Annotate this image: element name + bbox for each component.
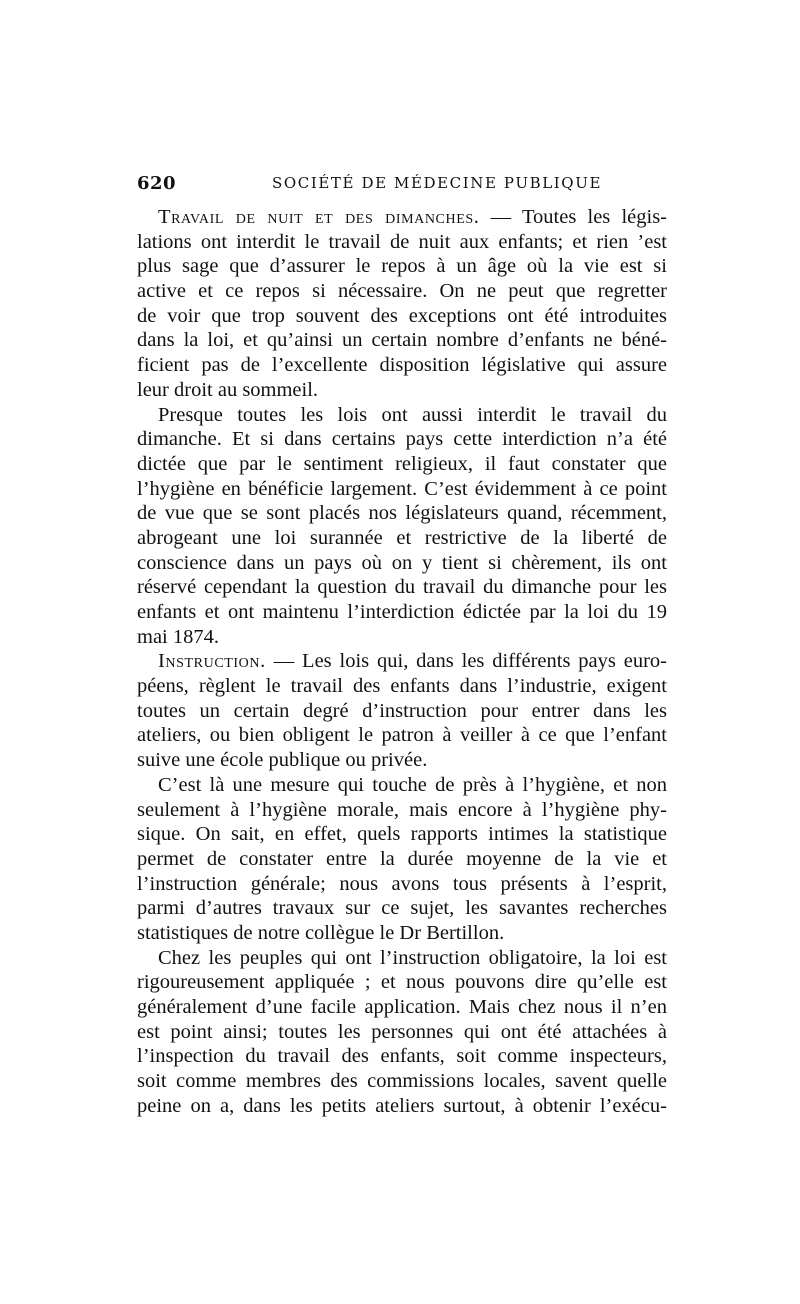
page-header bbox=[137, 173, 667, 199]
page-number: 620 bbox=[137, 173, 177, 194]
text-line: abrogeant une loi surannée et restrictive de la liberté de bbox=[137, 526, 667, 549]
text-line: soit comme membres des commissions locales, savent quelle bbox=[137, 1070, 667, 1093]
text-line: dimanche. Et si dans certains pays cette interdiction n’a été bbox=[137, 428, 667, 451]
text-line: parmi d’autres travaux sur ce sujet, les savantes recherches bbox=[137, 897, 667, 920]
text-line: l’inspection du travail des enfants, soit comme inspecteurs, bbox=[137, 1045, 667, 1068]
text-line: ficient pas de l’excellente disposition législative qui assure bbox=[137, 354, 667, 377]
text-line: dictée que par le sentiment religieux, il faut constater que bbox=[137, 452, 667, 475]
text-line: mai 1874. bbox=[137, 625, 219, 648]
text-line: de voir que trop souvent des exceptions ont été introduites bbox=[137, 304, 667, 327]
text-line: réservé cependant la question du travail du dimanche pour les bbox=[137, 576, 667, 599]
paragraph-night-and-sunday-work bbox=[137, 205, 667, 403]
text-line: suive une école publique ou privée. bbox=[137, 749, 428, 772]
text-line: permet de constater entre la durée moyenne de la vie et bbox=[137, 847, 667, 870]
paragraph-sunday-laws bbox=[137, 403, 667, 650]
paragraph-compulsory-education bbox=[137, 946, 667, 1119]
text-line: lations ont interdit le travail de nuit aux enfants; et rien ’est bbox=[137, 230, 667, 253]
text-line: statistiques de notre collègue le Dr Bertillon. bbox=[137, 921, 505, 944]
text-line: est point ainsi; toutes les personnes qui ont été attachées à bbox=[137, 1020, 667, 1043]
running-title: SOCIÉTÉ DE MÉDECINE PUBLIQUE bbox=[272, 174, 602, 192]
section-lead: Travail de nuit et des dimanches. bbox=[158, 206, 480, 228]
paragraph-instruction bbox=[137, 649, 667, 772]
text-line: dans la loi, et qu’ainsi un certain nombre d’enfants ne béné- bbox=[137, 329, 667, 352]
text-line: l’hygiène en bénéficie largement. C’est évidemment à ce point bbox=[137, 477, 667, 500]
text-line: enfants et ont maintenu l’interdiction édictée par la loi du 19 bbox=[137, 601, 667, 623]
page-body bbox=[137, 205, 667, 1118]
text-line: active et ce repos si nécessaire. On ne peut que regretter bbox=[137, 280, 667, 303]
section-lead: Instruction. bbox=[158, 650, 266, 673]
text-line: sique. On sait, en effet, quels rapports intimes la statistique bbox=[137, 823, 667, 846]
text-line: Travail de nuit et des dimanches. — Toutes les légis- bbox=[158, 206, 667, 228]
text-line: seulement à l’hygiène morale, mais encore à l’hygiène phy- bbox=[137, 798, 667, 821]
text-line: Instruction. — Les lois qui, dans les différents pays euro- bbox=[158, 650, 667, 673]
text-line: peine on a, dans les petits ateliers surtout, à obtenir l’exécu- bbox=[137, 1094, 667, 1117]
text-line: l’instruction générale; nous avons tous présents à l’esprit, bbox=[137, 872, 667, 895]
text-line: Chez les peuples qui ont l’instruction obligatoire, la loi est bbox=[158, 946, 667, 969]
text-line: leur droit au sommeil. bbox=[137, 378, 319, 401]
text-line: conscience dans un pays où on y tient si chèrement, ils ont bbox=[137, 551, 667, 574]
text-line: Presque toutes les lois ont aussi interdit le travail du bbox=[158, 403, 667, 426]
text-line: plus sage que d’assurer le repos à un âge où la vie est si bbox=[137, 255, 667, 278]
text-line: C’est là une mesure qui touche de près à l’hygiène, et non bbox=[158, 773, 667, 796]
text-line: rigoureusement appliquée ; et nous pouvons dire qu’elle est bbox=[137, 971, 667, 994]
text-line: péens, règlent le travail des enfants dans l’industrie, exigent bbox=[137, 675, 667, 698]
text-line: de vue que se sont placés nos législateurs quand, récemment, bbox=[137, 502, 667, 525]
text-line: généralement d’une facile application. Mais chez nous il n’en bbox=[137, 996, 667, 1018]
paragraph-hygiene-measure bbox=[137, 773, 667, 946]
text-line: ateliers, ou bien obligent le patron à veiller à ce que l’enfant bbox=[137, 724, 667, 747]
text-line: toutes un certain degré d’instruction pour entrer dans les bbox=[137, 699, 667, 722]
